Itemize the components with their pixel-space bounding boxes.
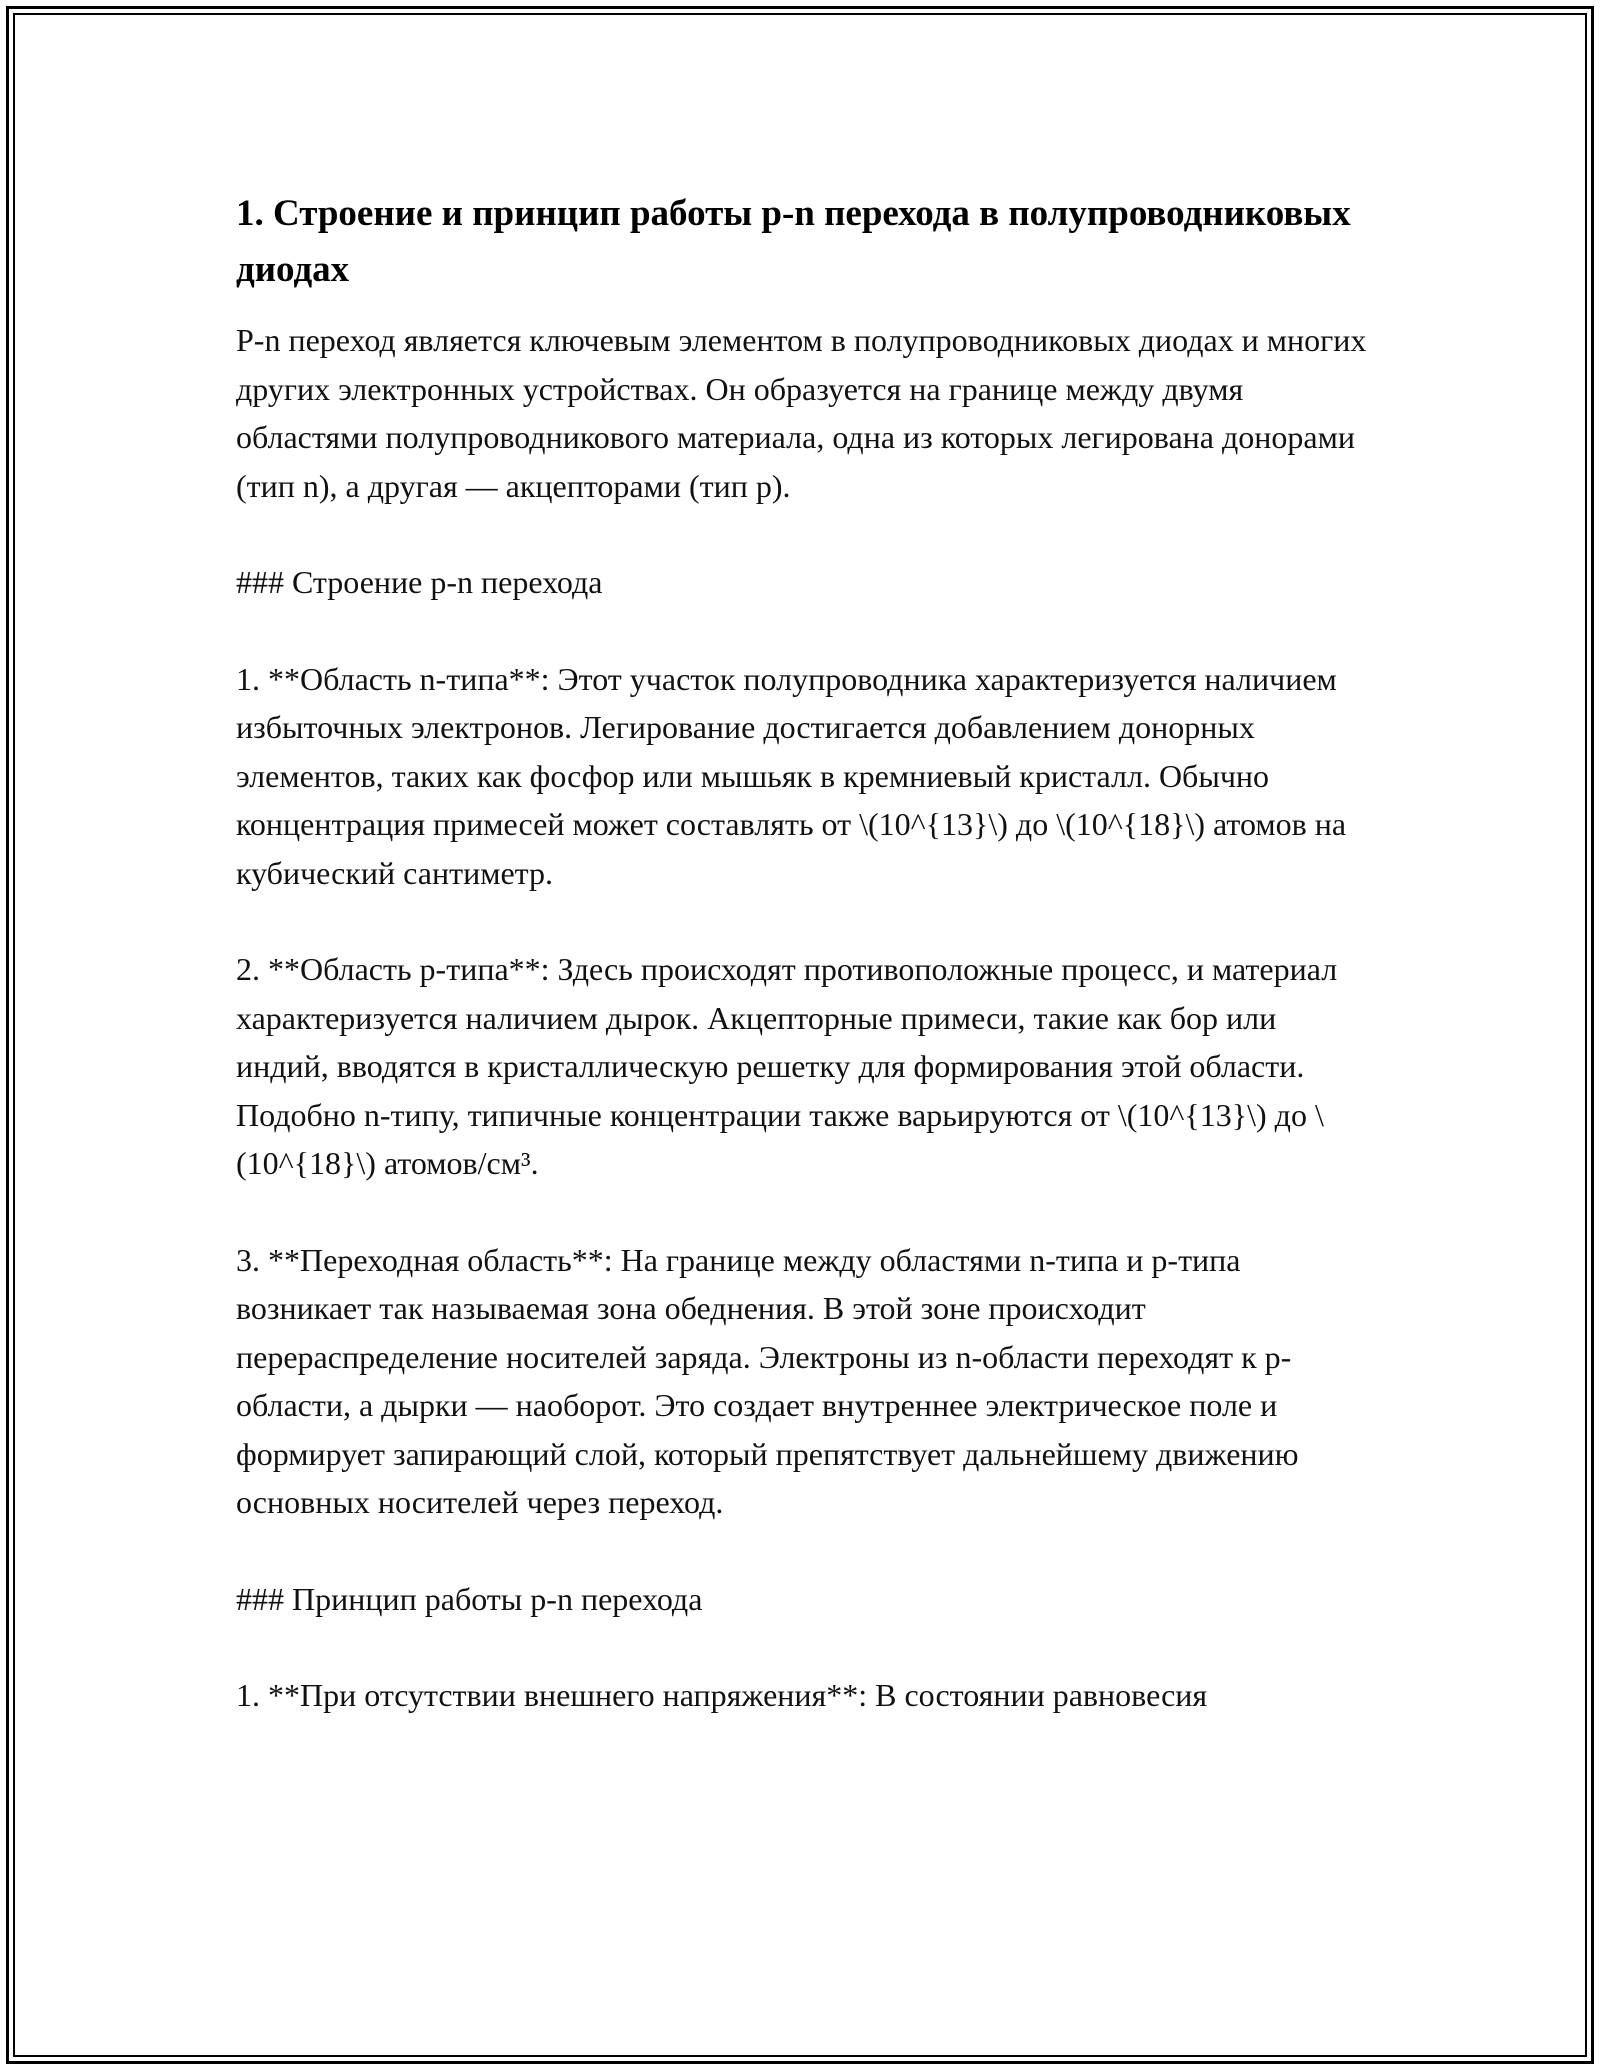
list-item-transition-region: 3. **Переходная область**: На границе между областями n-типа и p-типа возникает так называемая зона обеднения. В этой зоне происходит перераспределение носителей заряда. Электроны из n-области переходят к p-области, а дырки — наоборот. Это создает внутреннее электрическое поле и формирует запирающий слой, который препятствует дальнейшему движению основных носителей через переход. (236, 1241, 1299, 1520)
intro-paragraph: P-n переход является ключевым элементом в полупроводниковых диодах и многих других электронных устройствах. Он образуется на границе между двумя областями полупроводникового материала, одна из которых легирована донорами (тип n), а другая — акцепторами (тип p). (236, 322, 1367, 504)
section-heading-principle: ### Принцип работы p-n перехода (236, 1580, 703, 1617)
list-item-p-region: 2. **Область p-типа**: Здесь происходят противоположные процесс, и материал характеризуется наличием дырок. Акцепторные примеси, такие как бор или индий, вводятся в кристаллическую решетку для формирования этой области. Подобно n-типу, типичные концентрации также варьируются от \(10^{13}\) до \(10^{18}\) атомов/см³. (236, 951, 1338, 1181)
list-item-no-voltage: 1. **При отсутствии внешнего напряжения**: В состоянии равновесия (236, 1677, 1208, 1713)
document-title: 1. Строение и принцип работы p-n перехода в полупроводниковых диодах (236, 193, 1351, 290)
document-body (236, 186, 1376, 1768)
section-heading-structure: ### Строение p-n перехода (236, 564, 603, 600)
list-item-n-region: 1. **Область n-типа**: Этот участок полупроводника характеризуется наличием избыточных электронов. Легирование достигается добавлением донорных элементов, таких как фосфор или мышьяк в кремниевый кристалл. Обычно концентрация примесей может составлять от \(10^{13}\) до \(10^{18}\) атомов на кубический сантиметр. (236, 660, 1347, 891)
